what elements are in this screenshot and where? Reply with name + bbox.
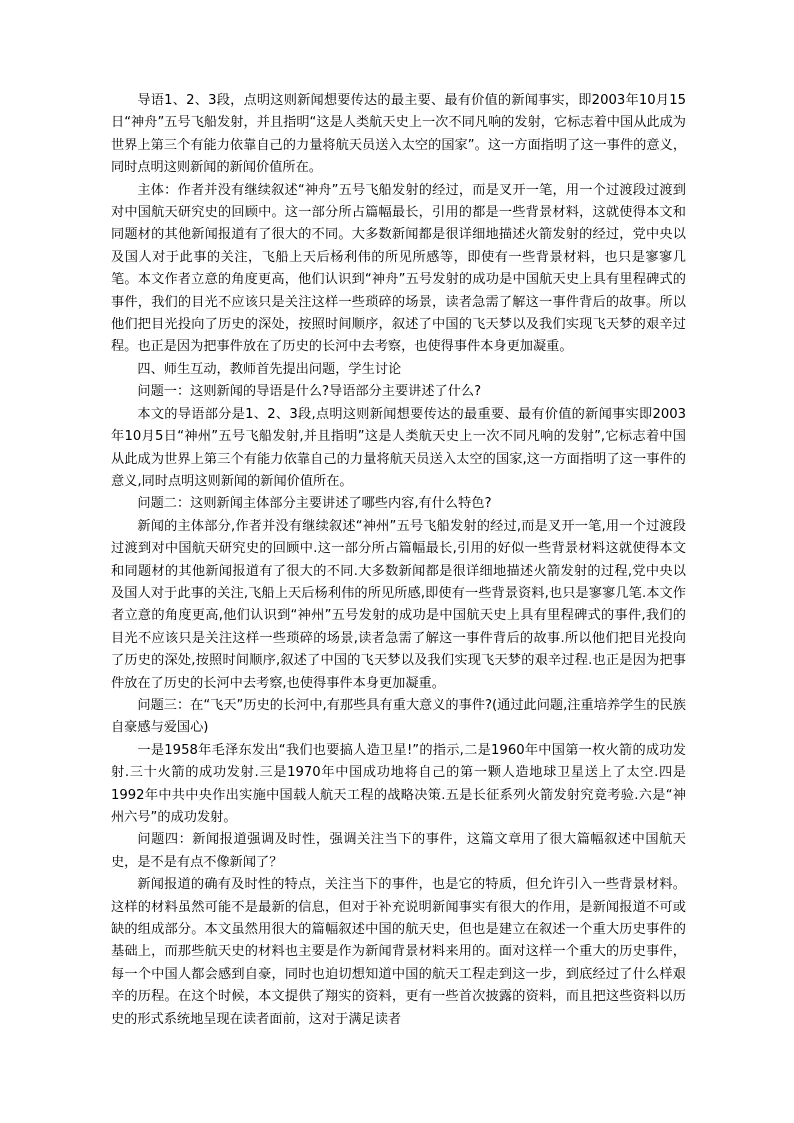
paragraph-body-summary: 主体：作者并没有继续叙述“神舟”五号飞船发射的经过，而是叉开一笔，用一个过渡段过渡到对中国航天研究史的回顾中。这一部分所占篇幅最长，引用的都是一些背景材料，这就使得本文和同题材的其他新闻报道有了很大的不同。大多数新闻都是很详细地描述火箭发射的经过，党中央以及国人对于此事的关注，飞船上天后杨利伟的所见所感等，即使有一些背景材料，也只是寥寥几笔。本文作者立意的角度更高，他们认识到“神舟”五号发射的成功是中国航天史上具有里程碑式的事件，我们的目光不应该只是关注这样一些琐碎的场景，读者急需了解这一事件背后的故事。所以他们把目光投向了历史的深处，按照时间顺序，叙述了中国的飞天梦以及我们实现飞天梦的艰辛过程。也正是因为把事件放在了历史的长河中去考察，也使得事件本身更加凝重。 (111, 182, 686, 355)
document-body (111, 90, 686, 1031)
answer-four: 新闻报道的确有及时性的特点，关注当下的事件，也是它的特质，但允许引入一些背景材料。这样的材料虽然可能不是最新的信息，但对于补充说明新闻事实有很大的作用，是新闻报道不可或缺的组成部分。本文虽然用很大的篇幅叙述中国的航天史，但也是建立在叙述一个重大历史事件的基础上，而那些航天史的材料也主要是作为新闻背景材料来用的。面对这样一个重大的历史事件，每一个中国人都会感到自豪，同时也迫切想知道中国的航天工程走到这一步，到底经过了什么样艰辛的历程。在这个时候，本文提供了翔实的资料，更有一些首次披露的资料，而且把这些资料以历史的形式系统地呈现在读者面前，这对于满足读者 (111, 877, 686, 1027)
question-one: 问题一：这则新闻的导语是什么?导语部分主要讲述了什么? (137, 384, 482, 400)
question-four: 问题四：新闻报道强调及时性，强调关注当下的事件，这篇文章用了很大篇幅叙述中国航天史，是不是有点不像新闻了？ (111, 832, 686, 870)
answer-three: 一是1958年毛泽东发出“我们也要搞人造卫星!”的指示,二是1960年中国第一枚火箭的成功发射.三十火箭的成功发射.三是1970年中国成功地将自己的第一颗人造地球卫星送上了太空.四是1992年中共中央作出实施中国载人航天工程的战略决策.五是长征系列火箭发射究竟考验.六是“神州六号”的成功发射。 (111, 742, 686, 825)
paragraph-lead-summary: 导语1、2、3段，点明这则新闻想要传达的最主要、最有价值的新闻事实，即2003年10月15日“神舟”五号飞船发射，并且指明“这是人类航天史上一次不同凡响的发射，它标志着中国从此成为世界上第三个有能力依靠自己的力量将航天员送入太空的国家”。这一方面指明了这一事件的意义，同时点明这则新闻的新闻价值所在。 (111, 93, 686, 176)
answer-one: 本文的导语部分是1、2、3段,点明这则新闻想要传达的最重要、最有价值的新闻事实即2003年10月5日“神州”五号飞船发射,并且指明”这是人类航天史上一次不同凡响的发射”,它标志着中国从此成为世界上第三个有能力依靠自己的力量将航天员送入太空的国家,这一方面指明了这一事件的意义,同时点明这则新闻的新闻价值所在。 (111, 406, 686, 489)
section-heading-interaction: 四、师生互动，教师首先提出问题，学生讨论 (137, 361, 402, 377)
answer-two: 新闻的主体部分,作者并没有继续叙述“神州”五号飞船发射的经过,而是叉开一笔,用一个过渡段过渡到对中国航天研究史的回顾中.这一部分所占篇幅最长,引用的好似一些背景材料这就使得本文和同题材的其他新闻报道有了很大的不同.大多数新闻都是很详细地描述火箭发射的过程,党中央以及国人对于此事的关注,飞船上天后杨利伟的所见所感,即使有一些背景资料,也只是寥寥几笔.本文作者立意的角度更高,他们认识到“神州”五号发射的成功是中国航天史上具有里程碑式的事件,我们的目光不应该只是关注这样一些琐碎的场景,读者急需了解这一事件背后的故事.所以他们把目光投向了历史的深处,按照时间顺序,叙述了中国的飞天梦以及我们实现飞天梦的艰辛过程.也正是因为把事件放在了历史的长河中去考察,也使得事件本身更加凝重。 (111, 518, 686, 691)
question-two: 问题二：这则新闻主体部分主要讲述了哪些内容,有什么特色? (137, 496, 492, 512)
question-three: 问题三：在“飞天”历史的长河中,有那些具有重大意义的事件?(通过此问题,注重培养学生的民族自豪感与爱国心) (111, 697, 686, 736)
